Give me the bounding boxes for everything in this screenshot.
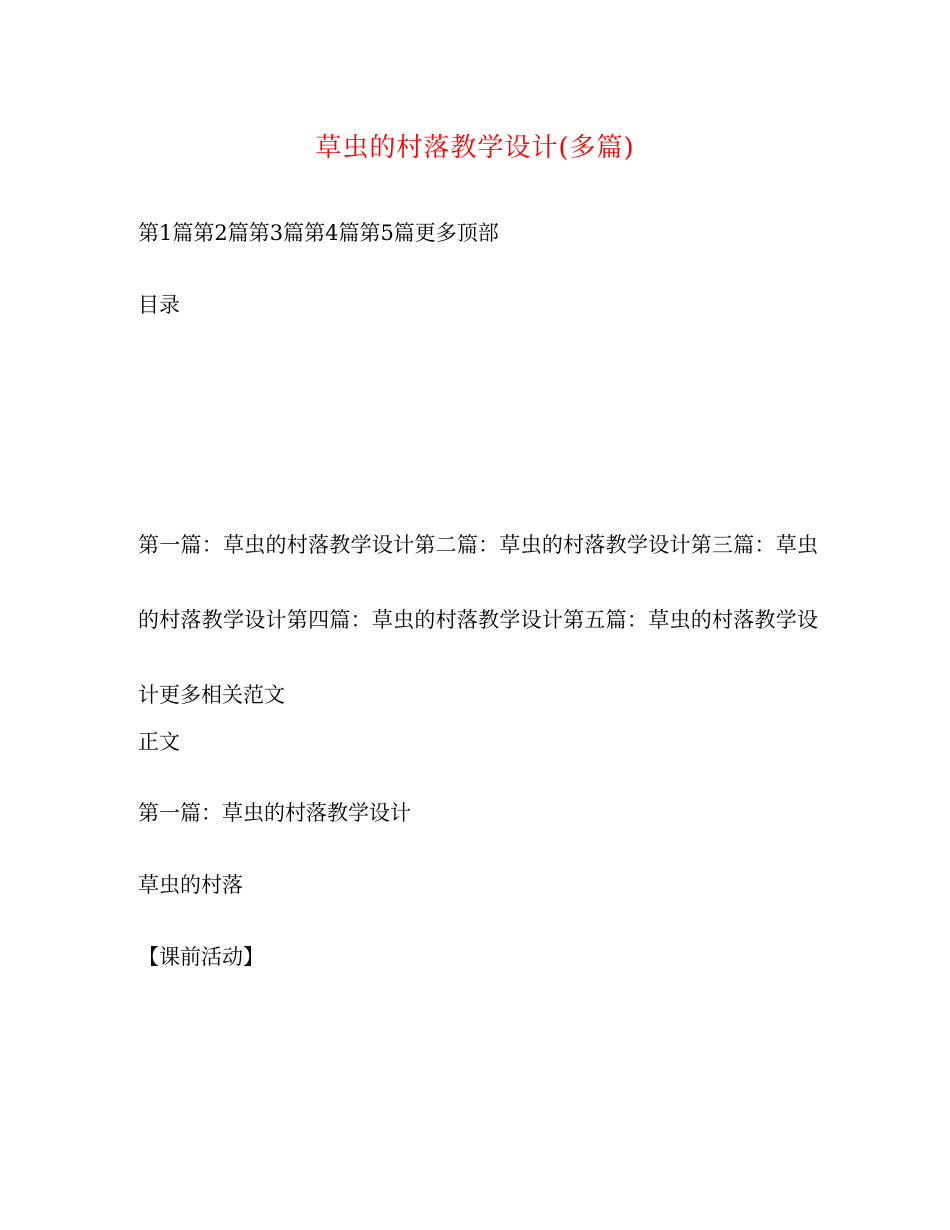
text-title: 草虫的村落 [138, 873, 243, 897]
toc-heading: 目录 [138, 293, 180, 317]
toc-text: 第一篇：草虫的村落教学设计第二篇：草虫的村落教学设计第三篇：草虫的村落教学设计第四篇：草虫的村落教学设计第五篇：草虫的村落教学设计更多相关范文 [138, 533, 818, 707]
section-title: 第一篇：草虫的村落教学设计 [138, 801, 411, 825]
activity-label: 【课前活动】 [138, 945, 264, 969]
body-heading: 正文 [138, 730, 180, 754]
document-title: 草虫的村落教学设计(多篇) [315, 133, 635, 163]
chapter-nav-line: 第1篇第2篇第3篇第4篇第5篇更多顶部 [138, 221, 499, 245]
